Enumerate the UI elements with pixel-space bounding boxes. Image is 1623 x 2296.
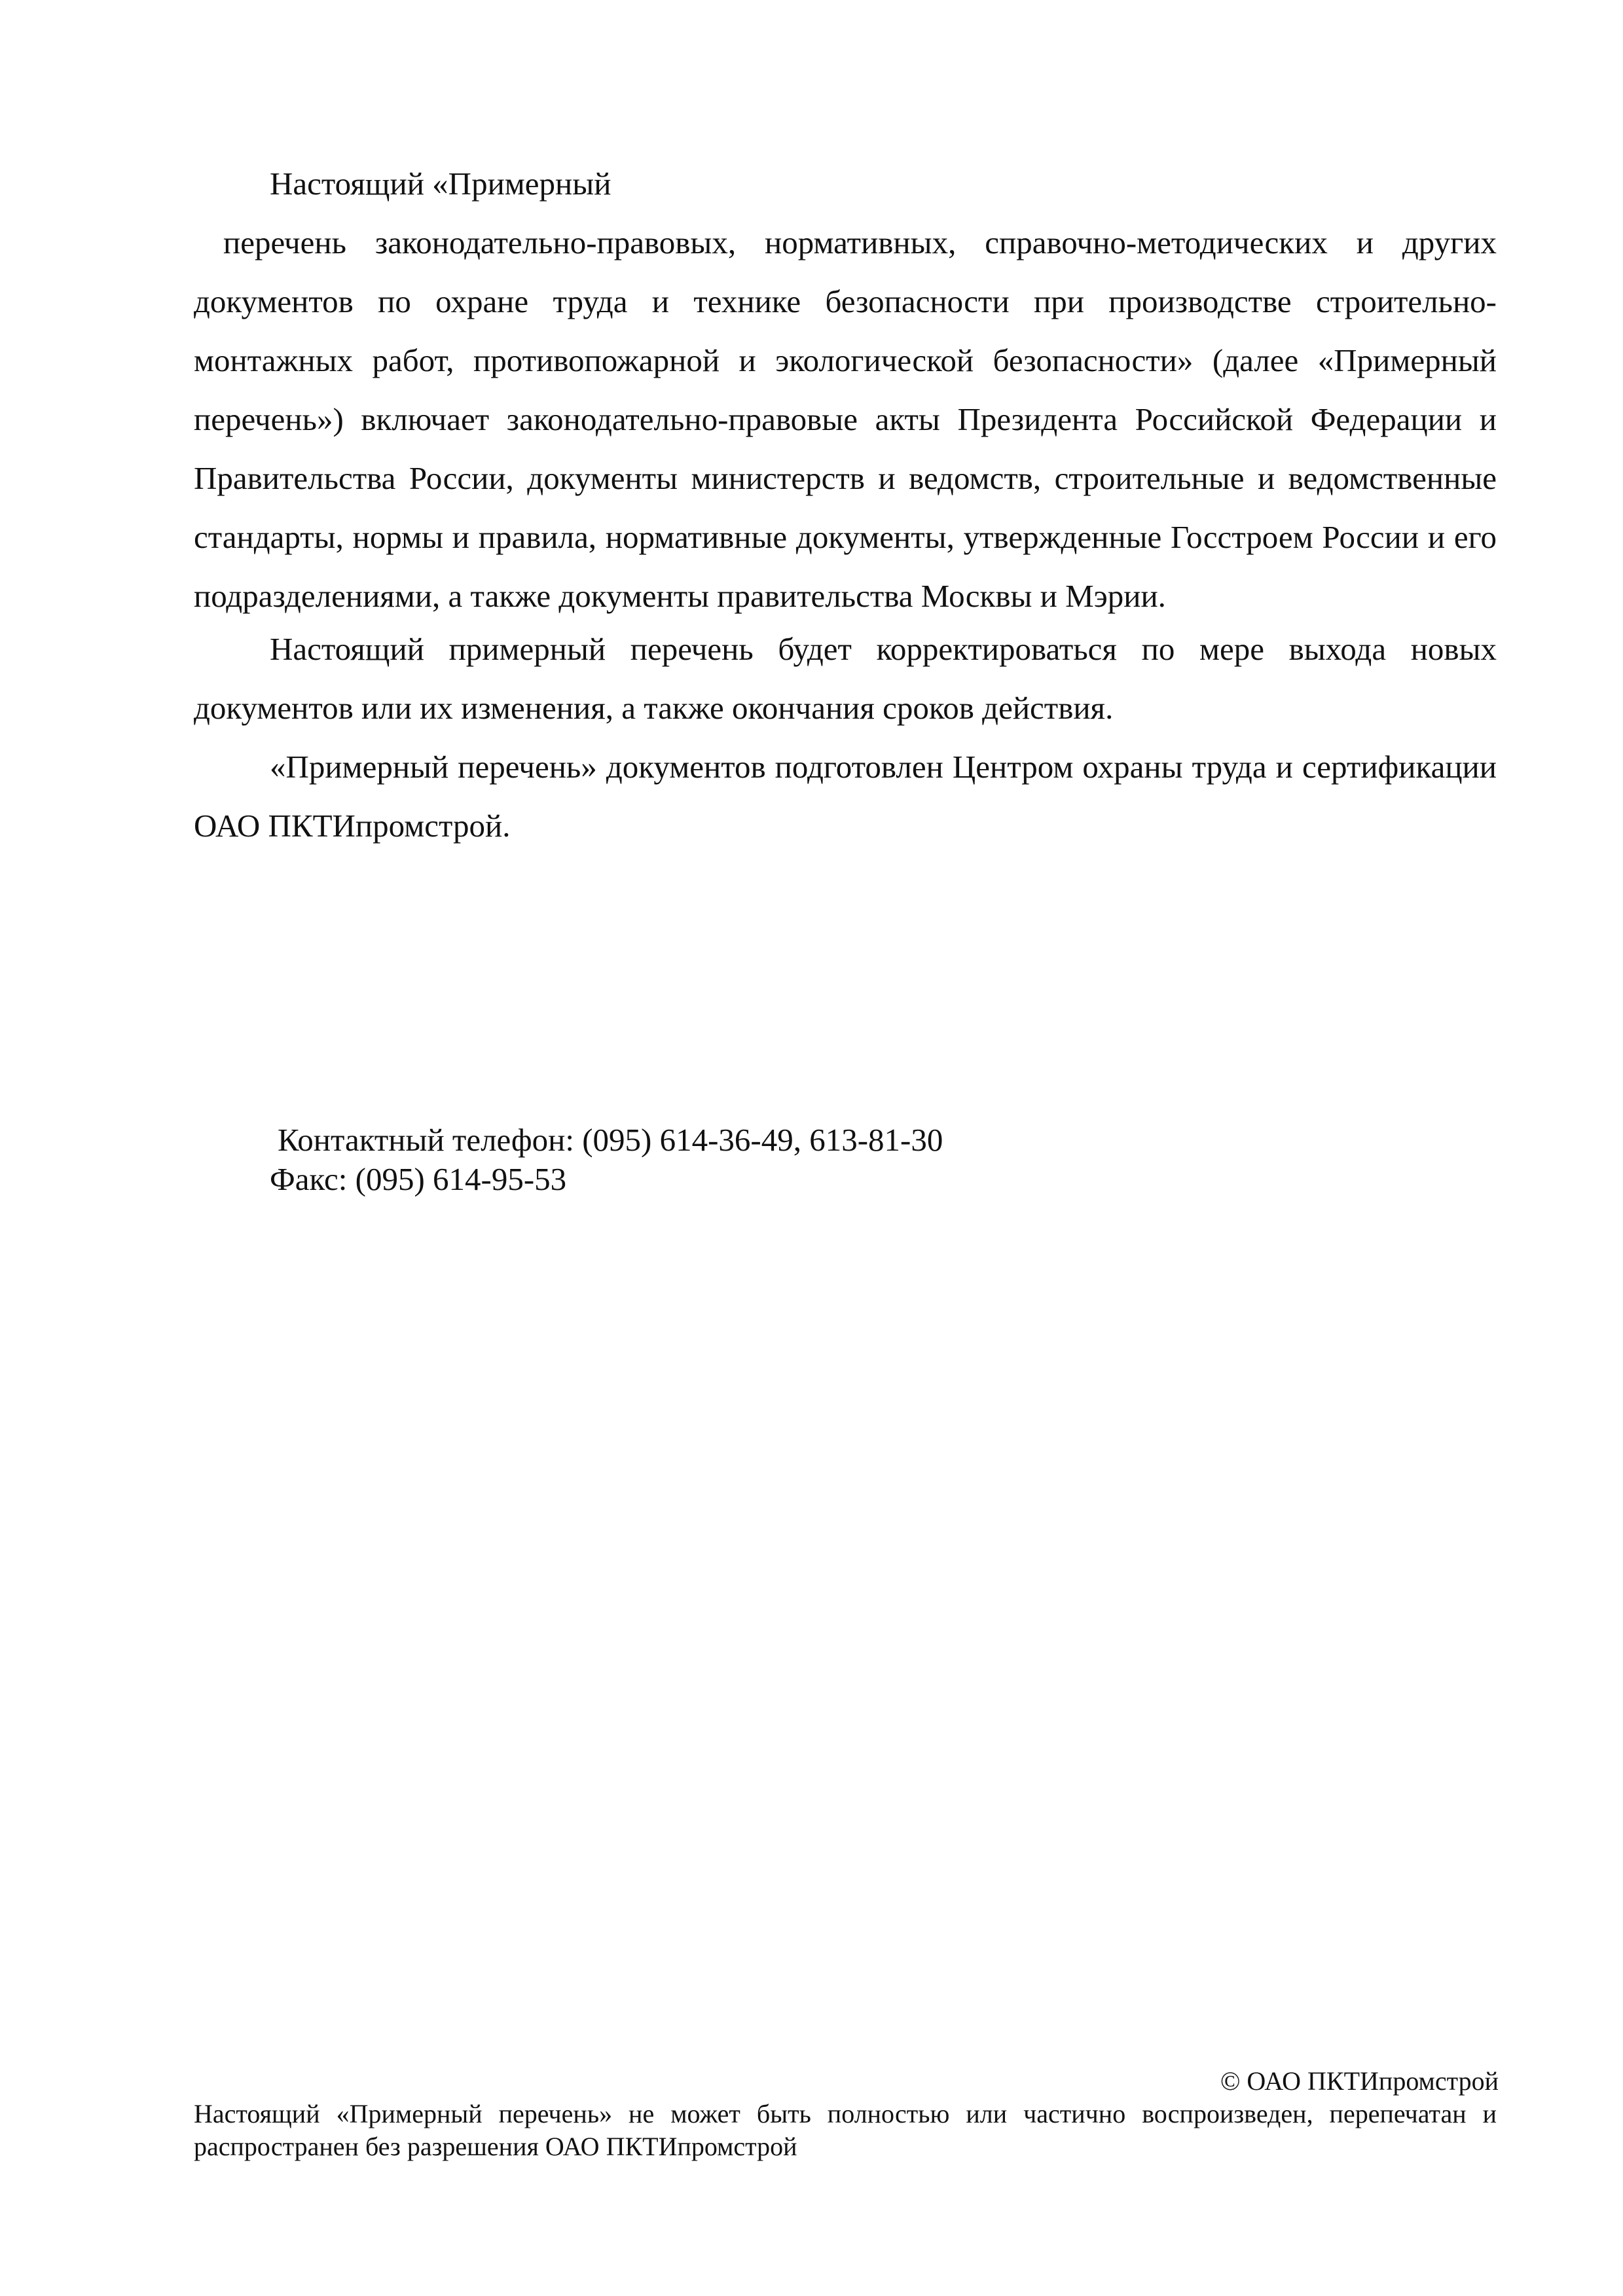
- update-paragraph: Настоящий примерный перечень будет корректироваться по мере выхода новых документов или их изменения, а также окончания сроков действия.: [194, 631, 1497, 726]
- footer-copyright: © ОАО ПКТИпромстрой: [1220, 2066, 1499, 2096]
- contact-phone: Контактный телефон: (095) 614-36-49, 613-81-30: [278, 1122, 943, 1158]
- author-paragraph: «Примерный перечень» документов подготовлен Центром охраны труда и сертификации ОАО ПКТИпромстрой.: [194, 749, 1497, 844]
- intro-paragraph: перечень законодательно-правовых, нормативных, справочно-методических и других документов по охране труда и технике безопасности при производстве строительно-монтажных работ, противопожарной и экологической безопасности» (далее «Примерный перечень») включает законодательно-правовые акты Президента Российской Федерации и Правительства России, документы министерств и ведомств, строительные и ведомственные стандарты, нормы и правила, нормативные документы, утвержденные Госстроем России и его подразделениями, а также документы правительства Москвы и Мэрии.: [194, 224, 1497, 614]
- footer-notice: Настоящий «Примерный перечень» не может быть полностью или частично воспроизведен, перепечатан и распространен без разрешения ОАО ПКТИпромстрой: [194, 2099, 1497, 2161]
- intro-first-line: Настоящий «Примерный: [270, 166, 611, 202]
- contact-fax: Факс: (095) 614-95-53: [270, 1161, 567, 1197]
